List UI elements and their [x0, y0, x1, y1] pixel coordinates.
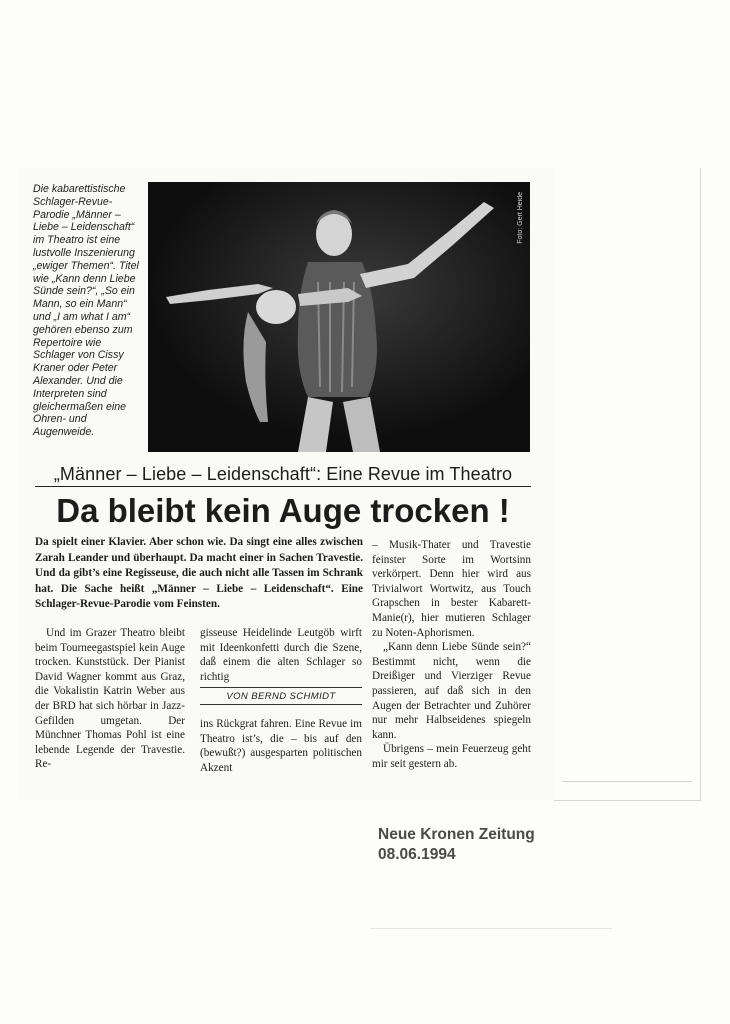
back-page-bleed — [554, 168, 701, 801]
byline-rule-bottom — [200, 704, 362, 705]
body-column-3 — [372, 538, 531, 772]
back-page-rule — [562, 781, 692, 782]
source-name: Neue Kronen Zeitung — [378, 826, 535, 843]
kicker-rule — [35, 486, 531, 487]
article-byline: VON BERND SCHMIDT — [226, 691, 336, 702]
photo-caption: Die kabarettistische Schlager-Revue-Parodie „Männer – Liebe – Leidenschaft“ im Theatro ist eine lustvolle Inszenierung „ewiger Themen“. Titel wie „Kann denn Liebe Sünde sein?“, „So ein Mann, so ein Mann“ und „I am what I am“ gehören ebenso zum Repertoire wie Schlager von Cissy Kraner oder Peter Alexander. Und die Interpreten sind gleichermaßen eine Ohren- und Augenweide. — [33, 183, 139, 439]
body-paragraph: „Kann denn Liebe Sünde sein?“ Bestimmt nicht, wenn die Dreißiger und Vierziger Revue passieren, auf daß sich in den Augen der Betrachter und Zuhörer nur mehr Halbseidenes spiegeln kann. — [372, 641, 531, 741]
body-paragraph: ins Rückgrat fahren. Eine Revue im Theatro ist’s, die – bis auf den (bewußt?) ausgesparten politischen Akzent — [200, 718, 362, 774]
article-lead: Da spielt einer Klavier. Aber schon wie. Da singt eine alles zwischen Zarah Leander und überhaupt. Da macht einer in Sachen Travestie. Und da gibt’s eine Regisseuse, die auch nicht alle Tassen im Schrank hat. Die Sache heißt „Männer – Liebe – Leidenschaft“. Eine Schlager-Revue-Parodie vom Feinsten. — [35, 536, 363, 611]
body-column-2-top — [200, 626, 362, 684]
body-column-2-bottom — [200, 717, 362, 775]
performance-photo — [148, 182, 530, 452]
body-column-1 — [35, 626, 185, 772]
body-paragraph: – Musik-Thater und Travestie feinster Sorte im Wortsinn verkörpert. Denn hier wird aus Trivialwort Wortwitz, aus Touch Grapschen in bester Kabarett-Manie(r), hier mutieren Schlager zu Noten-Aphorismen. — [372, 539, 531, 639]
body-paragraph: gisseuse Heidelinde Leutgöb wirft mit Ideenkonfetti durch die Szene, daß einem die alten Schlager so richtig — [200, 627, 362, 683]
article-headline: Da bleibt kein Auge trocken ! — [56, 492, 510, 529]
photo-credit: Foto: Gert Heide — [517, 192, 524, 244]
byline-box — [200, 687, 362, 705]
body-paragraph: Übrigens – mein Feuerzeug geht mir seit gestern ab. — [372, 743, 531, 770]
dancers-illustration — [148, 182, 530, 452]
source-date: 08.06.1994 — [378, 846, 456, 863]
bottom-rule — [370, 928, 612, 929]
article-kicker: „Männer – Liebe – Leidenschaft“: Eine Revue im Theatro — [53, 464, 513, 484]
source-label — [378, 825, 535, 865]
body-paragraph: Und im Grazer Theatro bleibt beim Tourneegastspiel kein Auge trocken. Kunststück. Der Pianist David Wagner kommt aus Graz, die Vokalistin Katrin Weber aus der BRD hat sich hörbar in Jazz-Gefilden umgetan. Der Münchner Thomas Pohl ist eine lebende Legende der Travestie. Re- — [35, 627, 185, 771]
